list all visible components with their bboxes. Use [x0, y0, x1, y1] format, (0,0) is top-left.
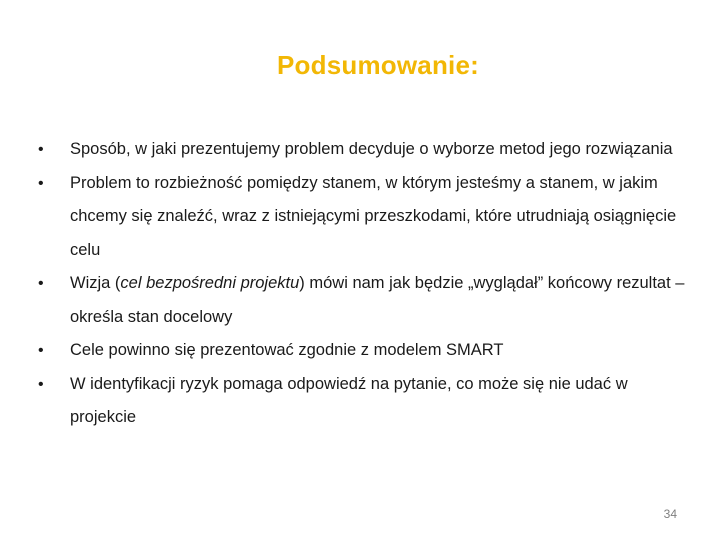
slide-title: Podsumowanie: [277, 50, 479, 80]
bullet-text: Cele powinno się prezentować zgodnie z modelem SMART [70, 341, 504, 359]
bullet-marker: • [38, 342, 44, 359]
bullet-item-2 [38, 167, 688, 268]
bullet-text: W identyfikacji ryzyk pomaga odpowiedź na pytanie, co może się nie udać w projekcie [70, 374, 628, 426]
bullet-item-4 [38, 334, 688, 368]
bullet-list [38, 133, 688, 435]
bullet-marker: • [38, 174, 44, 192]
bullet-marker: • [38, 375, 44, 393]
italic-phrase: cel bezpośredni projektu [120, 274, 300, 292]
bullet-marker: • [38, 141, 44, 158]
bullet-item-3 [38, 267, 688, 334]
page-number: 34 [663, 507, 677, 521]
bullet-text: Sposób, w jaki prezentujemy problem decyduje o wyborze metod jego rozwiązania [70, 140, 673, 158]
bullet-text: Problem to rozbieżność pomiędzy stanem, w którym jesteśmy a stanem, w jakim chcemy się znaleźć, wraz z istniejącymi przeszkodami, które utrudniają osiągnięcie celu [70, 173, 677, 259]
bullet-item-1 [38, 133, 688, 167]
bullet-item-5 [38, 368, 688, 435]
bullet-text: Wizja (cel bezpośredni projektu) mówi nam jak będzie „wyglądał” końcowy rezultat – określa stan docelowy [70, 274, 685, 326]
bullet-marker: • [38, 275, 44, 292]
